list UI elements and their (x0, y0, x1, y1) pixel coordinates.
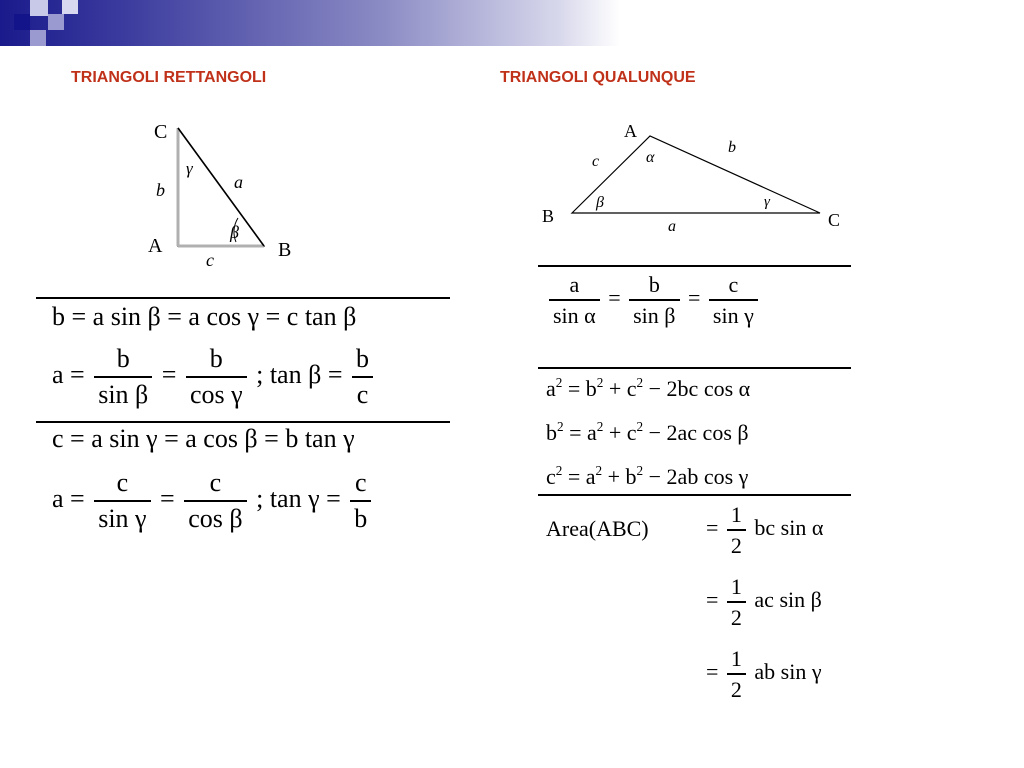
header-bar (0, 0, 1024, 46)
left-title: TRIANGOLI RETTANGOLI (71, 69, 267, 86)
area-line-2: = $\frac{1}{2}$ ac sin β (706, 574, 822, 631)
vertex-label-b: B (542, 206, 555, 226)
divider (538, 367, 851, 369)
area-line-1: = $\frac{1}{2}$ bc sin α (706, 502, 824, 559)
side-label-a: a (234, 172, 243, 192)
divider (538, 494, 851, 496)
side-label-c: c (206, 250, 214, 270)
angle-label-alpha: α (646, 149, 655, 166)
area-label: Area(ABC) (546, 516, 649, 541)
formula-a-from-c: a = $\frac{c}{\text{sin γ}}$ = $\frac{c}{\text{cos β}}$ ; tan γ = $\frac{c}{b}$ (52, 468, 374, 534)
side-label-a: a (668, 218, 676, 235)
angle-label-beta: β (230, 222, 239, 242)
cosine-law-3: $c^2 = a^2 + b^2 - 2ab$ cos γ (546, 463, 749, 490)
decor-square-light (62, 0, 78, 14)
angle-label-gamma: γ (764, 194, 770, 210)
decor-square-light (30, 30, 46, 46)
decor-square-navy (14, 14, 30, 30)
divider (36, 297, 450, 299)
divider (538, 265, 851, 267)
vertex-label-a: A (624, 121, 637, 141)
vertex-label-c: C (154, 121, 168, 143)
vertex-label-c: C (828, 210, 841, 230)
right-title: TRIANGOLI QUALUNQUE (500, 69, 696, 86)
formula-c-relations: c = a sin γ = a cos β = b tan γ (52, 424, 355, 453)
general-triangle-diagram (540, 118, 860, 240)
decor-square-light (30, 0, 48, 16)
angle-label-beta: β (596, 194, 604, 211)
vertex-label-b: B (278, 239, 292, 261)
vertex-label-a: A (148, 235, 163, 257)
divider (36, 421, 450, 423)
cosine-law-2: $b^2 = a^2 + c^2 - 2ac$ cos β (546, 419, 749, 446)
side-label-b: b (728, 139, 736, 156)
sine-law: $\frac{a}{\text{sin α}}$ = $\frac{b}{\text{sin β}}$ = $\frac{c}{\text{sin γ}}$ (546, 272, 761, 329)
formula-a-from-b: a = $\frac{b}{\text{sin β}}$ = $\frac{b}{\text{cos γ}}$ ; tan β = $\frac{b}{c}$ (52, 344, 376, 410)
side-label-c: c (592, 153, 600, 170)
right-triangle-diagram (140, 114, 310, 274)
decor-square-light (48, 14, 64, 30)
angle-label-gamma: γ (186, 159, 193, 178)
side-label-b: b (156, 180, 165, 200)
area-line-3: = $\frac{1}{2}$ ab sin γ (706, 646, 822, 703)
cosine-law-1: $a^2 = b^2 + c^2 - 2bc$ cos α (546, 375, 751, 402)
formula-b-relations: b = a sin β = a cos γ = c tan β (52, 302, 357, 331)
